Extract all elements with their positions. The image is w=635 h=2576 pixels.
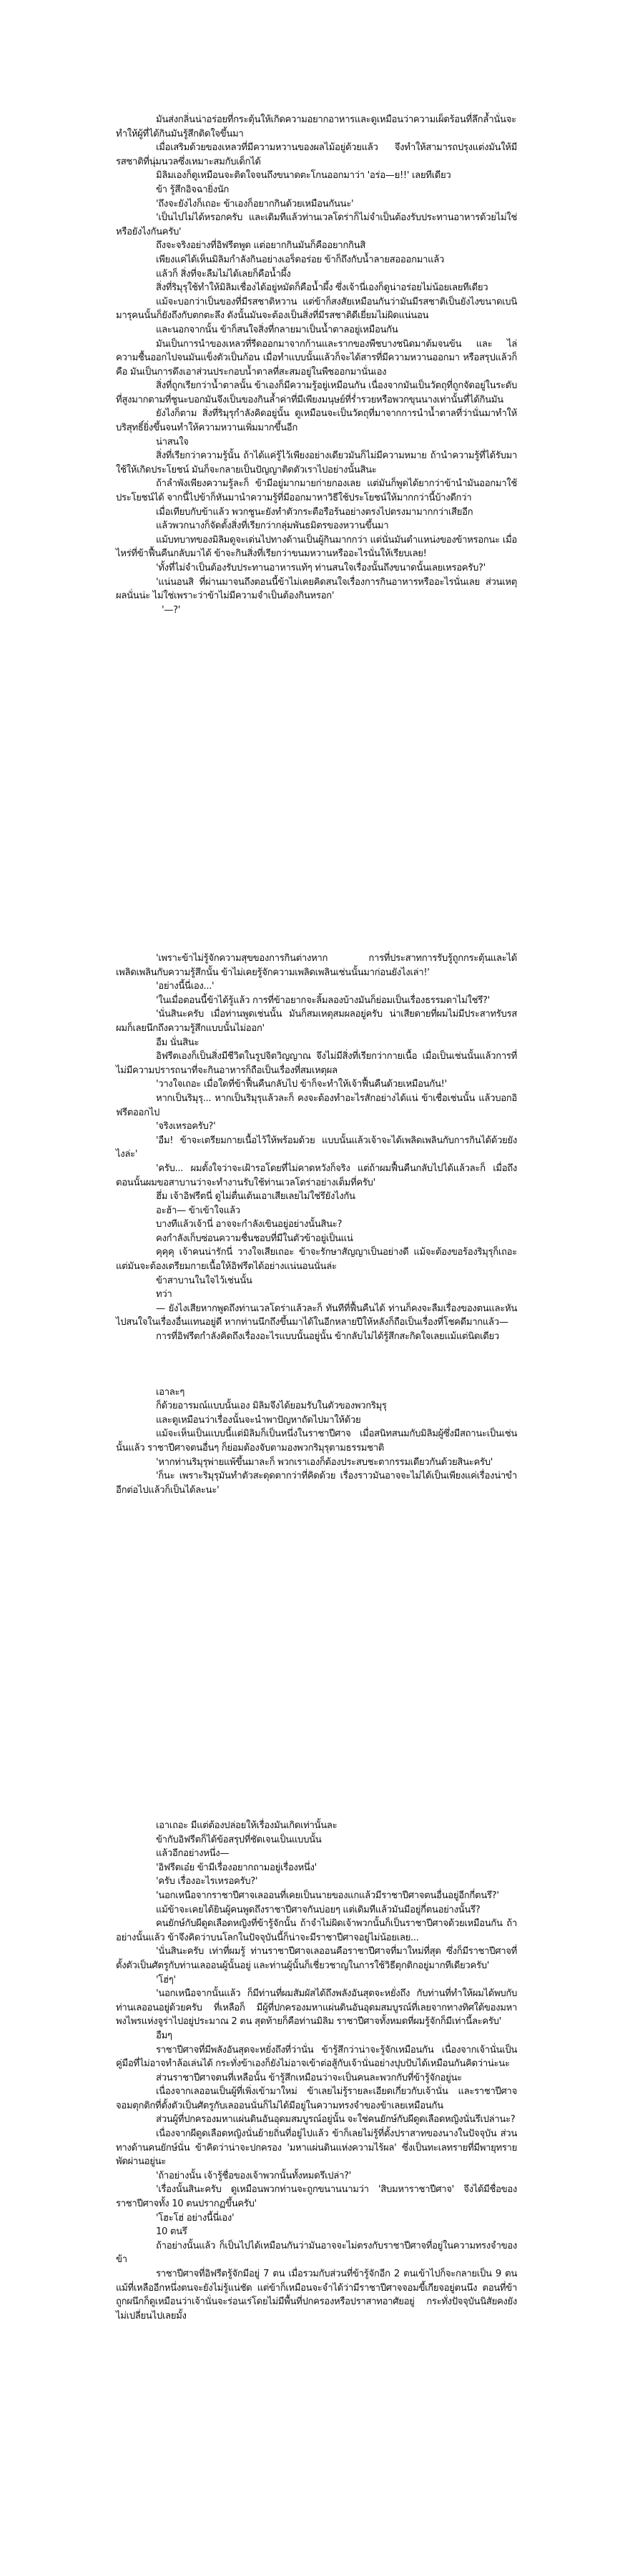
- scene-break: [116, 1344, 517, 1386]
- paragraph: 'แน่นอนสิ ที่ผ่านมาจนถึงตอนนี้ข้าไม่เคยคิดสนใจเรื่องการกินอาหารหรืออะไรนั่นเลย ส่วนเหตุผลนั่นน่ะ ไม่ใช่เพราะว่าข้าไม่มีความจำเป็นต้องกินหรอก': [116, 576, 517, 602]
- document-page: [116, 113, 517, 617]
- paragraph: 'นั่นสินะครับ เมื่อท่านพูดเช่นนั้น มันก็สมเหตุสมผลอยู่ครับ น่าเสียดายที่ผมไม่มีประสาทรับรส ผมก็เลยนึกถึงความรู้สึกแบบนั้นไม่ออก': [116, 1009, 517, 1034]
- paragraph: 'ถ้าอย่างนั้น เจ้ารู้ชื่อของเจ้าพวกนั้นทั้งหมดรึเปล่า?': [156, 2170, 351, 2181]
- paragraph: เนื่องจากเลออนเป็นผู้ที่เพิ่งเข้ามาใหม่ ข้าเลยไม่รู้รายละเอียดเกี่ยวกับเจ้านั่น และราชาปีศาจจอมตุกติกที่ตั้งตัวเป็นศัตรูกับเลออนนั่นก็ไม่ได้มีอยู่ในความทรงจำของข้าเลยเหมือนกัน: [116, 2086, 517, 2111]
- paragraph: แล้วพวกนางก็จัดตั้งสิ่งที่เรียกว่ากลุ่มพันธมิตรของหวานขึ้นมา: [156, 520, 389, 532]
- paragraph: มันส่งกลิ่นน่าอร่อยที่กระตุ้นให้เกิดความอยากอาหารและดูเหมือนว่าความเผ็ดร้อนที่ลึกล้ำนั่นจะทำให้ผู้ที่ได้กินมันรู้สึกติดใจขึ้นมา: [116, 114, 516, 139]
- paragraph: มันเป็นการนำของเหลวที่รีดออกมาจากก้านและรากของพืชบางชนิดมาต้มจนข้น และ ไล่ความชื้นออกไปจนมันแข็งตัวเป็นก้อน เมื่อทำแบบนั้นแล้วก็จะได้สารที่มีความหวานออกมา หรือสรุปแล้วก็คือ มันเป็นการดึงเอาส่วนประกอบน้ำตาลที่สะสมอยู่ในพืชออกมานั่นเอง: [116, 338, 517, 377]
- paragraph: ส่วนผู้ที่ปกครองมหาแผ่นดินอันอุดมสมบูรณ์อยู่นั้น จะใช่คนยักษ์กับผีดูดเลือดหญิงนั่นรึเปล่านะ?: [156, 2114, 516, 2126]
- paragraph: คนยักษ์กับผีดูดเลือดหญิงที่ข้ารู้จักนั้น ถ้าจำไม่ผิดเจ้าพวกนั้นก็เป็นราชาปีศาจด้วยเหมือนกัน ถ้าอย่างนั้นแล้ว ข้าจึงคิดว่าบนโลกในปัจจุบันนี้ก็น่าจะมีราชาปีศาจอยู่ไม่น้อยเลย...: [116, 1918, 517, 1943]
- paragraph: อิฟรีตเองก็เป็นสิ่งมีชีวิตในรูปจิตวิญญาณ จึงไม่มีสิ่งที่เรียกว่ากายเนื้อ เมื่อเป็นเช่นนั้นแล้วการที่ไม่มีความปรารถนาที่จะกินอาหารก็ถือเป็นเรื่องที่สมเหตุผล: [116, 1051, 517, 1076]
- paragraph: — ยังไงเสียหากพูดถึงท่านเวลโดร่าแล้วละก็ ทันทีที่ฟื้นคืนได้ ท่านก็คงจะลืมเรื่องของตนและหันไปสนใจในเรื่องอื่นแทนอยู่ดี หากท่านนึกถึงขึ้นมาได้ในอีกหลายปีให้หลังก็ถือเป็นเรื่องที่โชคดีมากแล้ว—: [116, 1303, 517, 1328]
- document-page: [116, 952, 517, 1497]
- paragraph: 'โฮะโฮ่ อย่างนี้นี่เอง': [156, 2212, 235, 2224]
- paragraph: 'เรื่องนั้นสินะครับ ดูเหมือนพวกท่านจะถูกขนานนามว่า 'สิบมหาราชาปีศาจ' จึงได้มีชื่อของราชาปีศาจทั้ง 10 ตนปรากฏขึ้นครับ': [116, 2184, 517, 2210]
- paragraph: เนื่องจากผีดูดเลือดหญิงนั่นย้ายถิ่นที่อยู่ไปแล้ว ข้าก็เลยไม่รู้ที่ตั้งปราสาทของนางในปัจจุบัน ส่วนทางด้านคนยักษ์นั่น ข้าคิดว่าน่าจะปกครอง 'มหาแผ่นดินแห่งความไร้ผล' ซึ่งเป็นทะเลทรายที่มีพายุทรายพัดผ่านอยู่นะ: [116, 2128, 517, 2168]
- paragraph: สิ่งที่ริมุรุใช้ทำให้มิลิมเชื่องได้อยู่หมัดก็คือน้ำผึ้ง ซึ่งเจ้านี่เองก็ดูน่าอร่อยไม่น้อยเลยทีเดียว: [156, 282, 488, 294]
- paragraph: อืม นั่นสินะ: [156, 1037, 200, 1048]
- paragraph: 'หากท่านริมุรุพ่ายแพ้ขึ้นมาละก็ พวกเราเองก็ต้องประสบชะตากรรมเดียวกันด้วยสินะครับ': [156, 1456, 493, 1468]
- paragraph: ยังไงก็ตาม สิ่งที่ริมุรุกำลังคิดอยู่นั้น ดูเหมือนจะเป็นวัตถุที่มาจากการนำน้ำตาลที่ว่านั่นมาทำให้บริสุทธิ์ยิ่งขึ้นจนทำให้ความหวานเพิ่มมากขึ้นอีก: [116, 408, 517, 434]
- paragraph: ข้ากับอิฟรีตก็ได้ข้อสรุปที่ชัดเจนเป็นแบบนั้น: [156, 1834, 322, 1845]
- paragraph: การที่อิฟรีตกำลังคิดถึงเรื่องอะไรแบบนั้นอยู่นั้น ข้ากลับไม่ได้รู้สึกสะกิดใจเลยแม้แต่นิดเดียว: [156, 1331, 499, 1343]
- paragraph: 'ครับ เรื่องอะไรเหรอครับ?': [156, 1876, 258, 1887]
- paragraph: แล้วก็ สิ่งที่จะลืมไม่ได้เลยก็คือน้ำผึ้ง: [156, 268, 291, 280]
- paragraph: และดูเหมือนว่าเรื่องนั้นจะนำพาปัญหาถัดไปมาให้ด้วย: [156, 1414, 361, 1426]
- paragraph: 'อย่างนี้นี่เอง...': [156, 981, 215, 992]
- paragraph: บางทีแล้วเจ้านี่ อาจจะกำลังเขินอยู่อย่างนั้นสินะ?: [156, 1219, 343, 1230]
- paragraph: อืมๆ: [156, 2030, 172, 2041]
- paragraph: ส่วนราชาปีศาจตนที่เหลือนั้น ข้ารู้สึกเหมือนว่าจะเป็นคนละพวกกับที่ข้ารู้จักอยู่นะ: [156, 2072, 462, 2083]
- paragraph: เอาเถอะ มีแต่ต้องปล่อยให้เรื่องมันเกิดเท่านั้นละ: [156, 1820, 338, 1831]
- paragraph: หากเป็นริมุรุ... หากเป็นริมุรุแล้วละก็ คงจะต้องทำอะไรสักอย่างได้แน่ ข้าเชื่อเช่นนั้น แล้วบอกอิฟรีตออกไป: [116, 1092, 517, 1118]
- paragraph: ราชาปีศาจที่มีพลังอันสุดจะหยั่งถึงที่ว่านั่น ข้ารู้สึกว่าน่าจะรู้จักเหมือนกัน เนื่องจากเจ้านั่นเป็นคู่มือที่ไม่อาจทำล้อเล่นได้ กระทั่งข้าเองก็ยังไม่อาจเข้าต่อสู้กับเจ้านั่นอย่างปุบปับได้เหมือนกันคิดว่าน่ะนะ: [116, 2044, 517, 2070]
- paragraph: ข้า รู้สึกอิจฉายิ่งนัก: [156, 184, 230, 195]
- paragraph: 'อิฟรีตเอ๋ย ข้ามีเรื่องอยากถามอยู่เรื่องหนึ่ง': [156, 1862, 317, 1873]
- paragraph: แล้วอีกอย่างหนึ่ง—: [156, 1848, 230, 1860]
- paragraph: แม้บทบาทของมิลิมดูจะเด่นไปทางด้านเป็นผู้กินมากกว่า แต่นั่นมันตำแหน่งของข้าหรอกนะ เมื่อไหร่ที่ข้าฟื้นคืนกลับมาได้ ข้าจะกินสิ่งที่เรียกว่าขนมหวานหรืออะไรนั่นให้เรียบเลย!: [116, 534, 517, 560]
- paragraph: 'เพราะข้าไม่รู้จักความสุขของการกินต่างหาก การที่ประสาทการรับรู้ถูกกระตุ้นและได้เพลิดเพลินกับความรู้สึกนั้น ข้าไม่เคยรู้จักความเพลิดเพลินเช่นนั้นมาก่อนยังไงเล่า!': [116, 953, 517, 978]
- document-page: [116, 1819, 517, 2323]
- paragraph: เมื่อเสริมด้วยของเหลวที่มีความหวานของผลไม้อยู่ด้วยแล้ว จึงทำให้สามารถปรุงแต่งมันให้มีรสชาติที่นุ่มนวลซึ่งเหมาะสมกับเด็กได้: [116, 142, 517, 167]
- paragraph: น่าสนใจ: [156, 436, 189, 448]
- paragraph: 'นั่นสินะครับ เท่าที่ผมรู้ ท่านราชาปีศาจเลออนคือราชาปีศาจที่มาใหม่ที่สุด ซึ่งก็มีราชาปีศาจที่ตั้งตัวเป็นศัตรูกับท่านเลออนผู้นั้นอยู่ และท่านผู้นั้นก็เชี่ยวชาญในการใช้วิธีตุกติกอยู่มากทีเดียวครับ': [116, 1946, 517, 1971]
- paragraph: แม้จะเห็นเป็นแบบนี้แต่มิลิมก็เป็นหนึ่งในราชาปีศาจ เมื่อสนิทสนมกับมิลิมผู้ซึ่งมีสถานะเป็นเช่นนั้นแล้ว ราชาปีศาจตนอื่นๆ ก็ย่อมต้องจับตามองพวกริมุรุตามธรรมชาติ: [116, 1428, 517, 1454]
- paragraph: 'เป็นไปไม่ได้หรอกครับ และเดิมทีแล้วท่านเวลโดร่าก็ไม่จำเป็นต้องรับประทานอาหารด้วยไม่ใช่หรือยังไงกันครับ': [116, 212, 517, 237]
- paragraph: 'ในเมื่อตอนนี้ข้าได้รู้แล้ว การที่ข้าอยากจะลิ้มลองบ้างมันก็ย่อมเป็นเรื่องธรรมดาไม่ใช่รึ?': [156, 995, 490, 1006]
- paragraph: '—?': [162, 604, 181, 616]
- paragraph: เอาละๆ: [156, 1386, 184, 1398]
- paragraph: ราชาปีศาจที่อิฟรีตรู้จักมีอยู่ 7 ตน เมื่อรวมกับส่วนที่ข้ารู้จักอีก 2 ตนเข้าไปก็จะกลายเป็น 9 ตน แม้ที่เหลืออีกหนึ่งตนจะยังไม่รู้แน่ชัด แต่ข้าก็เหมือนจะจำได้ว่ามีราชาปีศาจจอมขี้เกียจอยู่ตนนึง ตอนที่ข้าถูกผนึกก็ดูเหมือนว่าเจ้านั่นจะร่อนเร่โดยไม่มีพื้นที่ปกครองหรือปราสาทอาศัยอยู่ กระทั่งปัจจุบันนิสัยคงยังไม่เปลี่ยนไปเลยมั้ง: [116, 2269, 517, 2321]
- paragraph: 'นอกเหนือจากนั้นแล้ว ก็มีท่านที่ผมสัมผัสได้ถึงพลังอันสุดจะหยั่งถึง กับท่านที่ทำให้ผมได้พบกับท่านเลออนอยู่ด้วยครับ ที่เหลือก็ มีผู้ที่ปกครองมหาแผ่นดินอันอุดมสมบูรณ์ที่เลยจากทางทิศใต้ของมหาพงไพรแห่งจูร่าไปอยู่ประมาณ 2 ตน สุดท้ายก็คือท่านมิลิม ราชาปีศาจทั้งหมดที่ผมรู้จักก็มีเท่านี้ละครับ': [116, 1988, 517, 2028]
- paragraph: เมื่อเทียบกับข้าแล้ว พวกชูนะยังทำตัวกระตือรือร้นอย่างตรงไปตรงมามากกว่าเสียอีก: [156, 506, 473, 518]
- paragraph: 'อืม! ข้าจะเตรียมกายเนื้อไว้ให้พร้อมด้วย แบบนั้นแล้วเจ้าจะได้เพลิดเพลินกับการกินได้ด้วยยังไงล่ะ': [116, 1135, 517, 1160]
- paragraph: 'ถึงจะยังไงก็เถอะ ข้าเองก็อยากกินด้วยเหมือนกันนะ': [156, 198, 354, 209]
- paragraph: แม้จะบอกว่าเป็นของที่มีรสชาติหวาน แต่ข้าก็สงสัยเหมือนกันว่ามันมีรสชาติเป็นยังไงขนาดเบนิมารุคนนั้นก็ยังถึงกับตกตะลึง ดังนั้นมันจะต้องเป็นสิ่งที่มีรสชาติดีเยี่ยมไม่ผิดแน่นอน: [116, 296, 517, 322]
- paragraph: ทว่า: [156, 1289, 172, 1301]
- paragraph: ฮึ่ม เจ้าอิฟรีตนี่ ดูไม่ตื่นเต้นเอาเสียเลยไม่ใช่รึยังไงกัน: [156, 1191, 355, 1203]
- paragraph: ถ้าลำพังเพียงความรู้ละก็ ข้ามีอยู่มากมายก่ายกองเลย แต่มันก็พูดได้ยากว่าข้านำมันออกมาใช้ประโยชน์ได้ จากนี้ไปข้าก็หันมานำความรู้ที่มีออกมาหาวิธีใช้ประโยชน์ให้มากกว่านี้บ้างดีกว่า: [116, 478, 517, 504]
- paragraph: แม้ข้าจะเคยได้ยินผู้คนพูดถึงราชาปีศาจกันบ่อยๆ แต่เดิมทีแล้วมันมีอยู่กี่ตนอย่างนั้นรึ?: [156, 1904, 481, 1915]
- paragraph: อะฮ้า— ข้าเข้าใจแล้ว: [156, 1205, 240, 1216]
- paragraph: ถึงจะจริงอย่างที่อิฟรีตพูด แต่อยากกินมันก็คืออยากกินสิ: [156, 240, 365, 252]
- paragraph: และนอกจากนั้น ข้าก็สนใจสิ่งที่กลายมาเป็นน้ำตาลอยู่เหมือนกัน: [156, 324, 398, 335]
- paragraph: 'ทั้งที่ไม่จำเป็นต้องรับประทานอาหารแท้ๆ ท่านสนใจเรื่องนั้นถึงขนาดนั้นเลยเหรอครับ?': [156, 563, 486, 573]
- paragraph: สิ่งที่ถูกเรียกว่าน้ำตาลนั้น ข้าเองก็มีความรู้อยู่เหมือนกัน เนื่องจากมันเป็นวัตถุที่ถูกจัดอยู่ในระดับที่สูงมากตามที่ชูนะบอกมันจึงเป็นของกินล้ำค่าที่มีเพียงมนุษย์ที่ร่ำรวยหรือพวกขุนนางเท่านั้นที่ได้กินมัน: [116, 380, 517, 405]
- paragraph: 'นอกเหนือจากราชาปีศาจเลออนที่เคยเป็นนายของแกแล้วมีราชาปีศาจตนอื่นอยู่อีกกี่ตนรึ?': [156, 1890, 499, 1901]
- paragraph: สิ่งที่เรียกว่าความรู้นั้น ถ้าได้แค่รู้ไว้เพียงอย่างเดียวมันก็ไม่มีความหมาย ถ้านำความรู้ที่ได้รับมาใช้ให้เกิดประโยชน์ มันก็จะกลายเป็นปัญญาติดตัวเราไปอย่างนั้นสินะ: [116, 450, 517, 475]
- paragraph: ข้าสาบานในใจไว้เช่นนั้น: [156, 1275, 252, 1286]
- paragraph: 10 ตนรึ: [156, 2226, 187, 2238]
- paragraph: คุคุคุ เจ้าคนน่ารักนี่ วางใจเสียเถอะ ข้าจะรักษาสัญญาเป็นอย่างดี แม้จะต้องขอร้องริมุรุก็เถอะ แต่มันจะต้องเตรียมกายเนื้อให้อิฟรีตได้อย่างแน่นอนนั่นล่ะ: [116, 1247, 517, 1273]
- paragraph: มิลิมเองก็ดูเหมือนจะติดใจจนถึงขนาดตะโกนออกมาว่า 'อร่อ—ย!!' เลยทีเดียว: [156, 170, 451, 182]
- paragraph: เพียงแค่ได้เห็นมิลิมกำลังกินอย่างเอร็ดอร่อย ข้าก็ถึงกับน้ำลายสอออกมาแล้ว: [156, 254, 445, 265]
- paragraph: คงกำลังเก็บซ่อนความชื่นชอบที่มีในตัวข้าอยู่เป็นแน่: [156, 1233, 353, 1244]
- paragraph: 'วางใจเถอะ เมื่อใดที่ข้าฟื้นคืนกลับไป ข้าก็จะทำให้เจ้าฟื้นคืนด้วยเหมือนกัน!': [156, 1079, 447, 1090]
- paragraph: ก็ด้วยอารมณ์แบบนั้นเอง มิลิมจึงได้ยอมรับในตัวของพวกริมุรุ: [156, 1401, 387, 1412]
- paragraph: 'โฮ่ๆ': [156, 1974, 176, 1985]
- paragraph: 'จริงเหรอครับ?': [156, 1121, 216, 1132]
- paragraph: ถ้าอย่างนั้นแล้ว ก็เป็นไปได้เหมือนกันว่ามันอาจจะไม่ตรงกับราชาปีศาจที่อยู่ในความทรงจำของข้า: [116, 2240, 517, 2266]
- paragraph: 'ก็นะ เพราะริมุรุมันทำตัวสะดุดตากว่าที่คิดด้วย เรื่องราวมันอาจจะไม่ได้เป็นเพียงแค่เรื่องน่าขำอีกต่อไปแล้วก็เป็นได้ละนะ': [116, 1471, 517, 1496]
- paragraph: 'ครับ... ผมตั้งใจว่าจะเฝ้ารอโดยที่ไม่คาดหวังก็จริง แต่ถ้าผมฟื้นคืนกลับไปได้แล้วละก็ เมื่อถึงตอนนั้นผมขอสาบานว่าจะทำงานรับใช้ท่านเวลโดร่าอย่างเต็มที่ครับ': [116, 1163, 517, 1188]
